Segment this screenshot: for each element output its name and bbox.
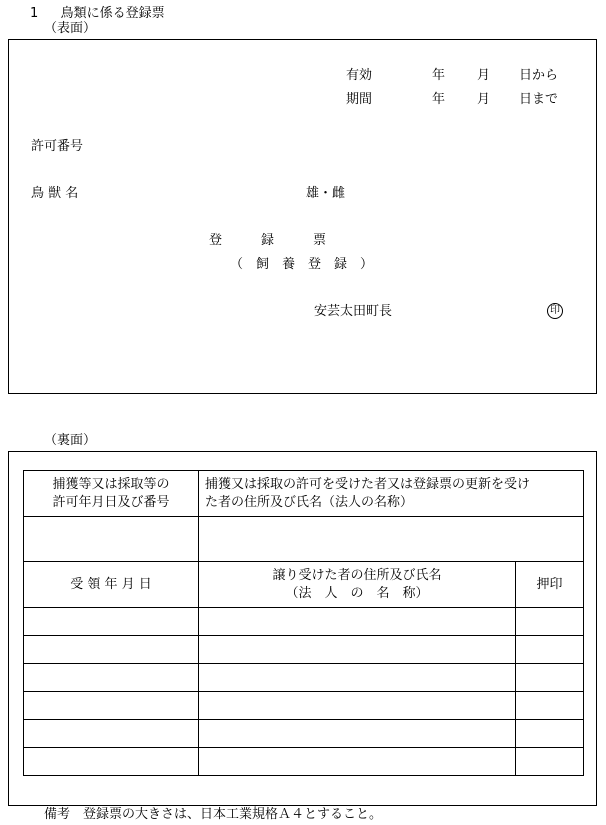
table-row	[24, 636, 584, 664]
front-label: （表面）	[44, 21, 97, 36]
validity-day-2: 日まで	[519, 92, 559, 107]
permit-holder-header: 捕獲又は採取の許可を受けた者又は登録票の更新を受け た者の住所及び氏名（法人の名称）	[199, 471, 584, 517]
sex-label: 雄・雌	[306, 186, 346, 201]
back-label: （裏面）	[44, 433, 97, 448]
validity-label-2: 期間	[346, 92, 373, 107]
receipt-date-header: 受 領 年 月 日	[24, 562, 199, 608]
table-row	[24, 664, 584, 692]
remarks-note: 備考 登録票の大きさは、日本工業規格Ａ４とすること。	[44, 807, 383, 822]
validity-year-1: 年	[432, 68, 446, 83]
table-row	[24, 748, 584, 776]
section-heading	[30, 7, 165, 20]
permit-entry-row	[24, 517, 584, 562]
validity-month-1: 月	[477, 68, 491, 83]
permit-date-header: 捕獲等又は採取等の 許可年月日及び番号	[24, 471, 199, 517]
table-row	[24, 720, 584, 748]
permit-date-cell	[24, 517, 199, 562]
validity-year-2: 年	[432, 92, 446, 107]
seal-mark: 印	[547, 303, 563, 319]
permit-number-label: 許可番号	[31, 139, 84, 154]
section-title: 鳥類に係る登録票	[60, 6, 165, 21]
validity-month-2: 月	[477, 92, 491, 107]
permit-holder-cell	[199, 517, 584, 562]
form-subtitle: （ 飼 養 登 録 ）	[230, 257, 374, 272]
table-row	[24, 692, 584, 720]
table-header-row	[24, 471, 584, 517]
animal-name-label: 鳥 獣 名	[31, 186, 79, 201]
register-table	[23, 470, 584, 776]
issuer-label: 安芸太田町長	[314, 304, 393, 319]
seal-header: 押印	[516, 562, 584, 608]
transfer-header-row	[24, 562, 584, 608]
front-side-box	[8, 39, 597, 394]
validity-label-1: 有効	[346, 68, 373, 83]
table-row	[24, 608, 584, 636]
section-number: 1	[30, 6, 39, 21]
form-title: 登 録 票	[209, 233, 327, 248]
validity-day-1: 日から	[519, 68, 559, 83]
transferee-header: 譲り受けた者の住所及び氏名 （法 人 の 名 称）	[199, 562, 516, 608]
